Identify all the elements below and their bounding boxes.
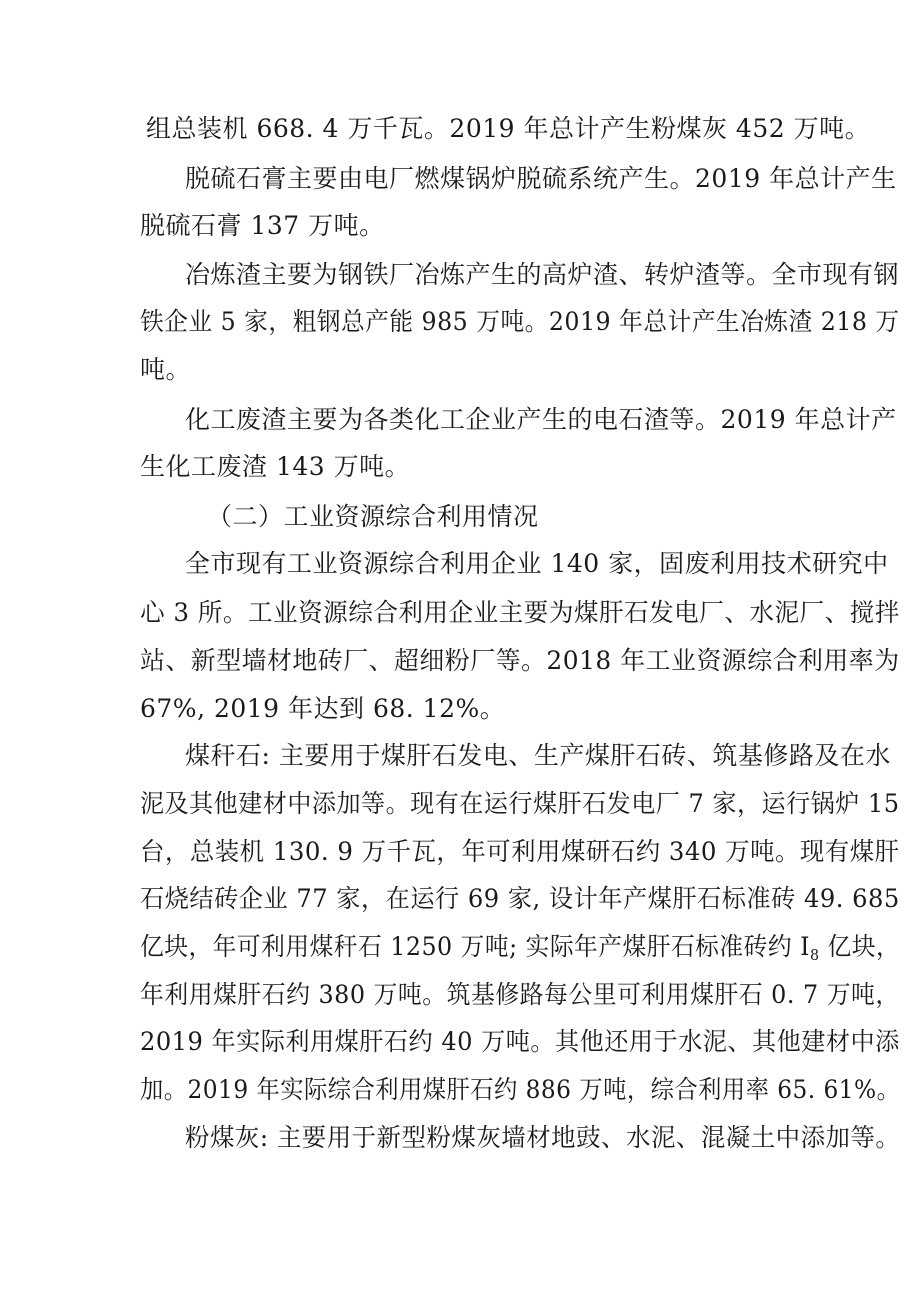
text-line: 2019 年实际利用煤肝石约 40 万吨。其他还用于水泥、其他建材中添	[140, 1027, 900, 1056]
text-line: 心 3 所。工业资源综合利用企业主要为煤肝石发电厂、水泥厂、搅拌	[140, 598, 900, 627]
text-line: 全市现有工业资源综合利用企业 140 家，固废利用技术研究中	[185, 549, 889, 578]
text-line: 脱硫石膏 137 万吨。	[140, 211, 385, 240]
text-line: 化工废渣主要为各类化工企业产生的电石渣等。2019 年总计产	[185, 405, 897, 434]
text-line: 加。2019 年实际综合利用煤肝石约 886 万吨，综合利用率 65. 61%。	[140, 1075, 901, 1104]
text-segment: 亿块，年可利用煤秆石 1250 万吨; 实际年产煤肝石标准砖约 I	[140, 932, 810, 961]
text-line: 台，总装机 130. 9 万千瓦，年可利用煤研石约 340 万吨。现有煤肝	[140, 837, 900, 866]
text-line: 泥及其他建材中添加等。现有在运行煤肝石发电厂 7 家，运行锅炉 15	[140, 789, 900, 818]
text-line: 67%, 2019 年达到 68. 12%。	[140, 694, 506, 723]
subscript: 8	[809, 946, 820, 964]
text-line: 生化工废渣 143 万吨。	[140, 452, 411, 481]
text-segment: 亿块，	[819, 932, 901, 961]
text-line: 组总装机 668. 4 万千瓦。2019 年总计产生粉煤灰 452 万吨。	[146, 114, 871, 143]
text-line: 吨。	[140, 355, 192, 384]
text-line: 站、新型墙材地砖厂、超细粉厂等。2018 年工业资源综合利用率为	[140, 646, 900, 675]
text-line: 脱硫石膏主要由电厂燃煤锅炉脱硫系统产生。2019 年总计产生	[185, 164, 897, 193]
text-line	[140, 932, 900, 970]
text-line: 铁企业 5 家，粗钢总产能 985 万吨。2019 年总计产生冶炼渣 218 万	[140, 307, 900, 336]
section-heading: （二）工业资源综合利用情况	[207, 502, 539, 531]
text-line: 煤秆石: 主要用于煤肝石发电、生产煤肝石砖、筑基修路及在水	[185, 741, 891, 770]
text-line: 粉煤灰: 主要用于新型粉煤灰墙材地豉、水泥、混凝土中添加等。	[185, 1123, 901, 1152]
text-line: 年利用煤肝石约 380 万吨。筑基修路每公里可利用煤肝石 0. 7 万吨，	[140, 980, 900, 1009]
text-line: 石烧结砖企业 77 家，在运行 69 家, 设计年产煤肝石标准砖 49. 685	[140, 884, 900, 913]
text-line: 冶炼渣主要为钢铁厂冶炼产生的高炉渣、转炉渣等。全市现有钢	[185, 260, 900, 289]
